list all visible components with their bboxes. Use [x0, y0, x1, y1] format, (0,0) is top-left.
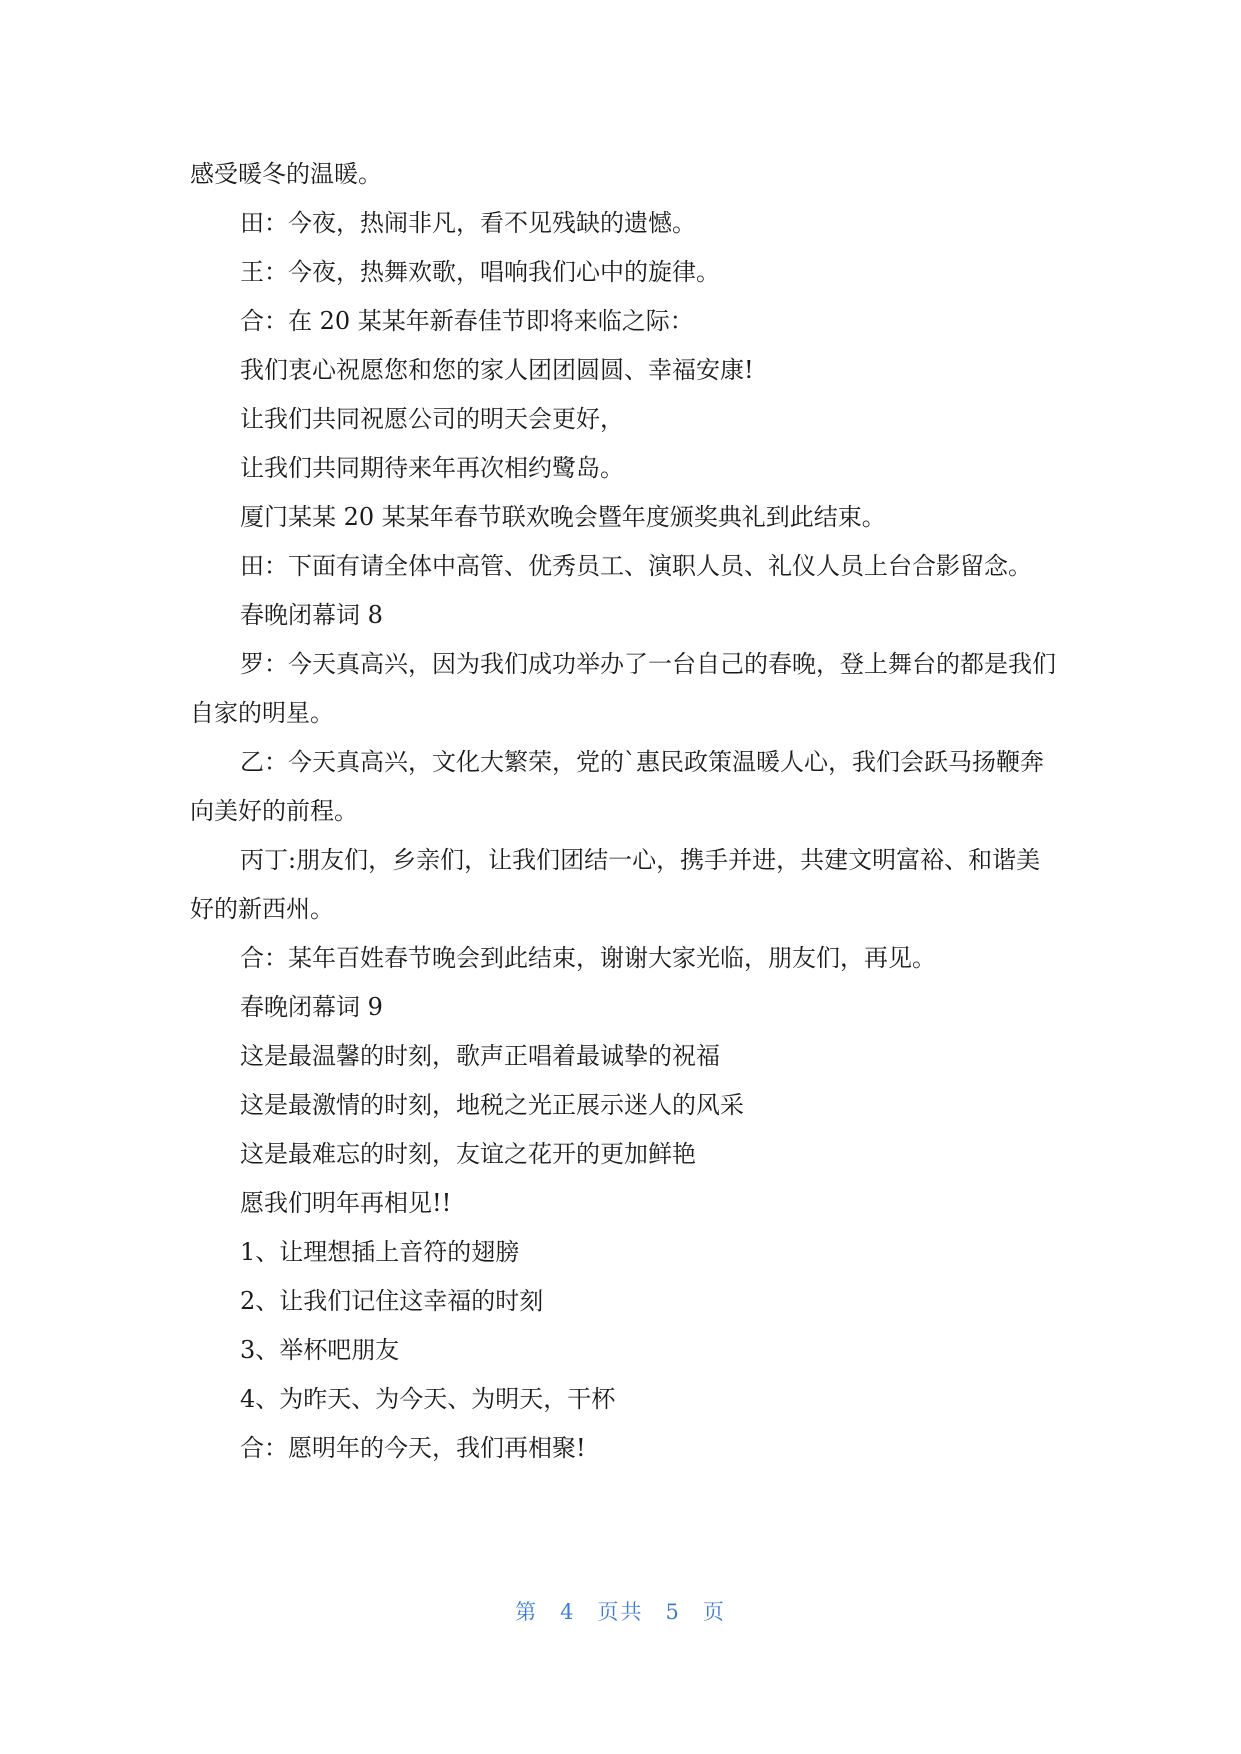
paragraph-4: 我们衷心祝愿您和您的家人团团圆圆、幸福安康!	[240, 356, 754, 384]
list-item-4: 4、为昨天、为今天、为明天，干杯	[240, 1385, 616, 1413]
paragraph-15: 这是最温馨的时刻，歌声正唱着最诚挚的祝福	[240, 1042, 720, 1070]
document-body	[190, 150, 1060, 1473]
paragraph-1: 田：今夜，热闹非凡，看不见残缺的遗憾。	[240, 209, 696, 237]
paragraph-0: 感受暖冬的温暖。	[190, 160, 382, 188]
total-pages-number: 5	[665, 1600, 681, 1624]
paragraph-13: 合：某年百姓春节晚会到此结束，谢谢大家光临，朋友们，再见。	[240, 944, 936, 972]
paragraph-3: 合：在 20 某某年新春佳节即将来临之际：	[240, 307, 694, 335]
list-item-1: 1、让理想插上音符的翅膀	[240, 1238, 520, 1266]
paragraph-6: 让我们共同期待来年再次相约鹭岛。	[240, 454, 624, 482]
list-item-2: 2、让我们记住这幸福的时刻	[240, 1287, 544, 1315]
paragraph-11: 乙：今天真高兴，文化大繁荣，党的`惠民政策温暖人心，我们会跃马扬鞭奔向美好的前程。	[190, 748, 1044, 825]
paragraph-5: 让我们共同祝愿公司的明天会更好，	[240, 405, 624, 433]
paragraph-12: 丙丁:朋友们，乡亲们，让我们团结一心，携手并进，共建文明富裕、和谐美好的新西州。	[190, 846, 1041, 923]
paragraph-23: 合：愿明年的今天，我们再相聚!	[240, 1434, 586, 1462]
section-heading-9: 春晚闭幕词 9	[240, 993, 383, 1021]
footer-prefix: 第	[515, 1600, 539, 1624]
list-item-3: 3、举杯吧朋友	[240, 1336, 400, 1364]
paragraph-7: 厦门某某 20 某某年春节联欢晚会暨年度颁奖典礼到此结束。	[240, 503, 886, 531]
footer-suffix: 页	[702, 1600, 726, 1624]
footer-middle: 页共	[597, 1600, 644, 1624]
paragraph-18: 愿我们明年再相见!!	[240, 1189, 452, 1217]
section-heading-8: 春晚闭幕词 8	[240, 601, 383, 629]
paragraph-8: 田：下面有请全体中高管、优秀员工、演职人员、礼仪人员上台合影留念。	[240, 552, 1032, 580]
paragraph-16: 这是最激情的时刻，地税之光正展示迷人的风采	[240, 1091, 744, 1119]
current-page-number: 4	[560, 1600, 576, 1624]
page-footer	[0, 1596, 1241, 1626]
paragraph-2: 王：今夜，热舞欢歌，唱响我们心中的旋律。	[240, 258, 720, 286]
paragraph-17: 这是最难忘的时刻，友谊之花开的更加鲜艳	[240, 1140, 696, 1168]
paragraph-10: 罗：今天真高兴，因为我们成功举办了一台自己的春晚，登上舞台的都是我们自家的明星。	[190, 650, 1056, 727]
